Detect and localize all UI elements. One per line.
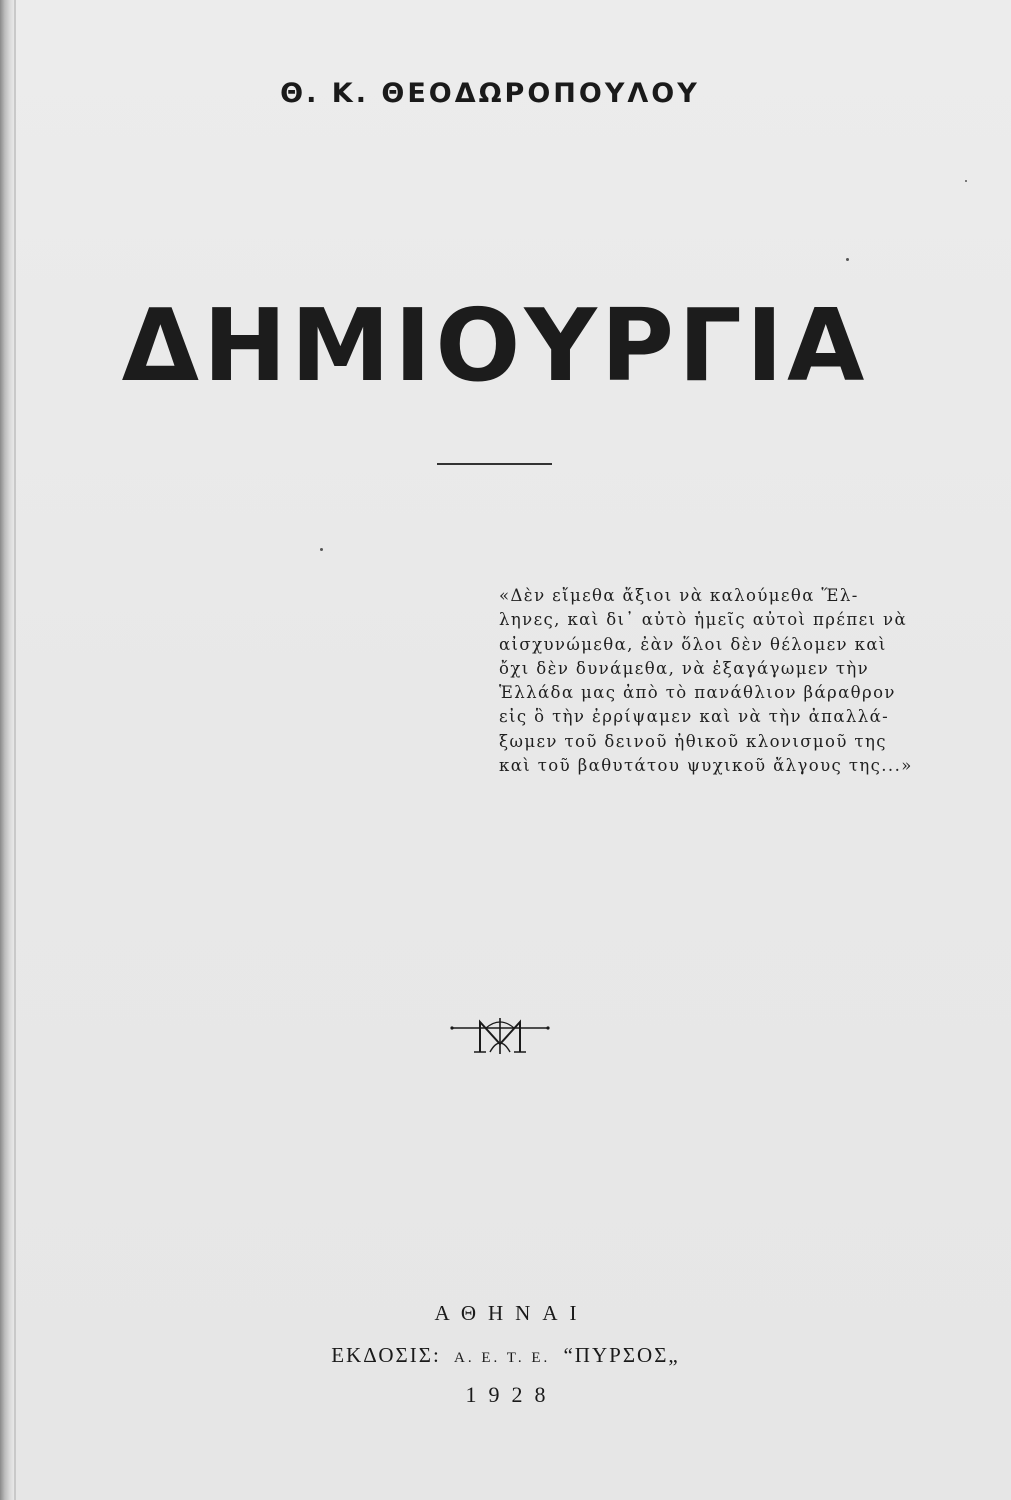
publisher-firm: Α. Ε. Τ. Ε. — [454, 1350, 551, 1366]
epigraph-line: ξωμεν τοῦ δεινοῦ ἠθικοῦ κλονισμοῦ της — [499, 731, 887, 751]
author-name: Θ. Κ. ΘΕΟΔΩΡΟΠΟΥΛΟΥ — [280, 78, 700, 109]
epigraph — [499, 584, 917, 778]
publisher-label: ΕΚΔΟΣΙΣ: — [331, 1343, 441, 1367]
epigraph-line: Ἑλλάδα μας ἀπὸ τὸ πανάθλιον βάραθρον — [499, 683, 896, 703]
epigraph-line: καὶ τοῦ βαθυτάτου ψυχικοῦ ἄλγους της...» — [499, 756, 913, 776]
imprint-publisher — [0, 1335, 1011, 1375]
paper-speck — [965, 180, 967, 182]
epigraph-line: ὄχι δὲν δυνάμεθα, νὰ ἐξαγάγωμεν τὴν — [499, 658, 870, 678]
monogram-ornament-icon — [450, 1014, 550, 1056]
title-divider — [437, 463, 552, 465]
epigraph-line: αἰσχυνώμεθα, ἐὰν ὅλοι δὲν θέλομεν καὶ — [499, 634, 887, 654]
epigraph-line: εἰς ὃ τὴν ἐρρίψαμεν καὶ νὰ τὴν ἀπαλλά- — [499, 707, 890, 727]
imprint — [0, 1297, 1011, 1412]
paper-speck — [846, 258, 849, 261]
binding-line — [14, 0, 16, 1500]
imprint-city: ΑΘΗΝΑΙ — [434, 1301, 589, 1325]
binding-edge — [0, 0, 14, 1500]
imprint-year: 1928 — [465, 1382, 558, 1407]
paper-speck — [320, 548, 323, 551]
epigraph-line: ληνες, καὶ δι᾿ αὐτὸ ἡμεῖς αὐτοὶ πρέπει νὰ — [499, 610, 908, 630]
book-title: ΔΗΜΙΟΥΡΓΙΑ — [121, 287, 869, 404]
publisher-name: “ΠΥΡΣΟΣ„ — [563, 1343, 680, 1367]
epigraph-line: «Δὲν εἴμεθα ἄξιοι νὰ καλούμεθα Ἕλ- — [499, 586, 859, 605]
